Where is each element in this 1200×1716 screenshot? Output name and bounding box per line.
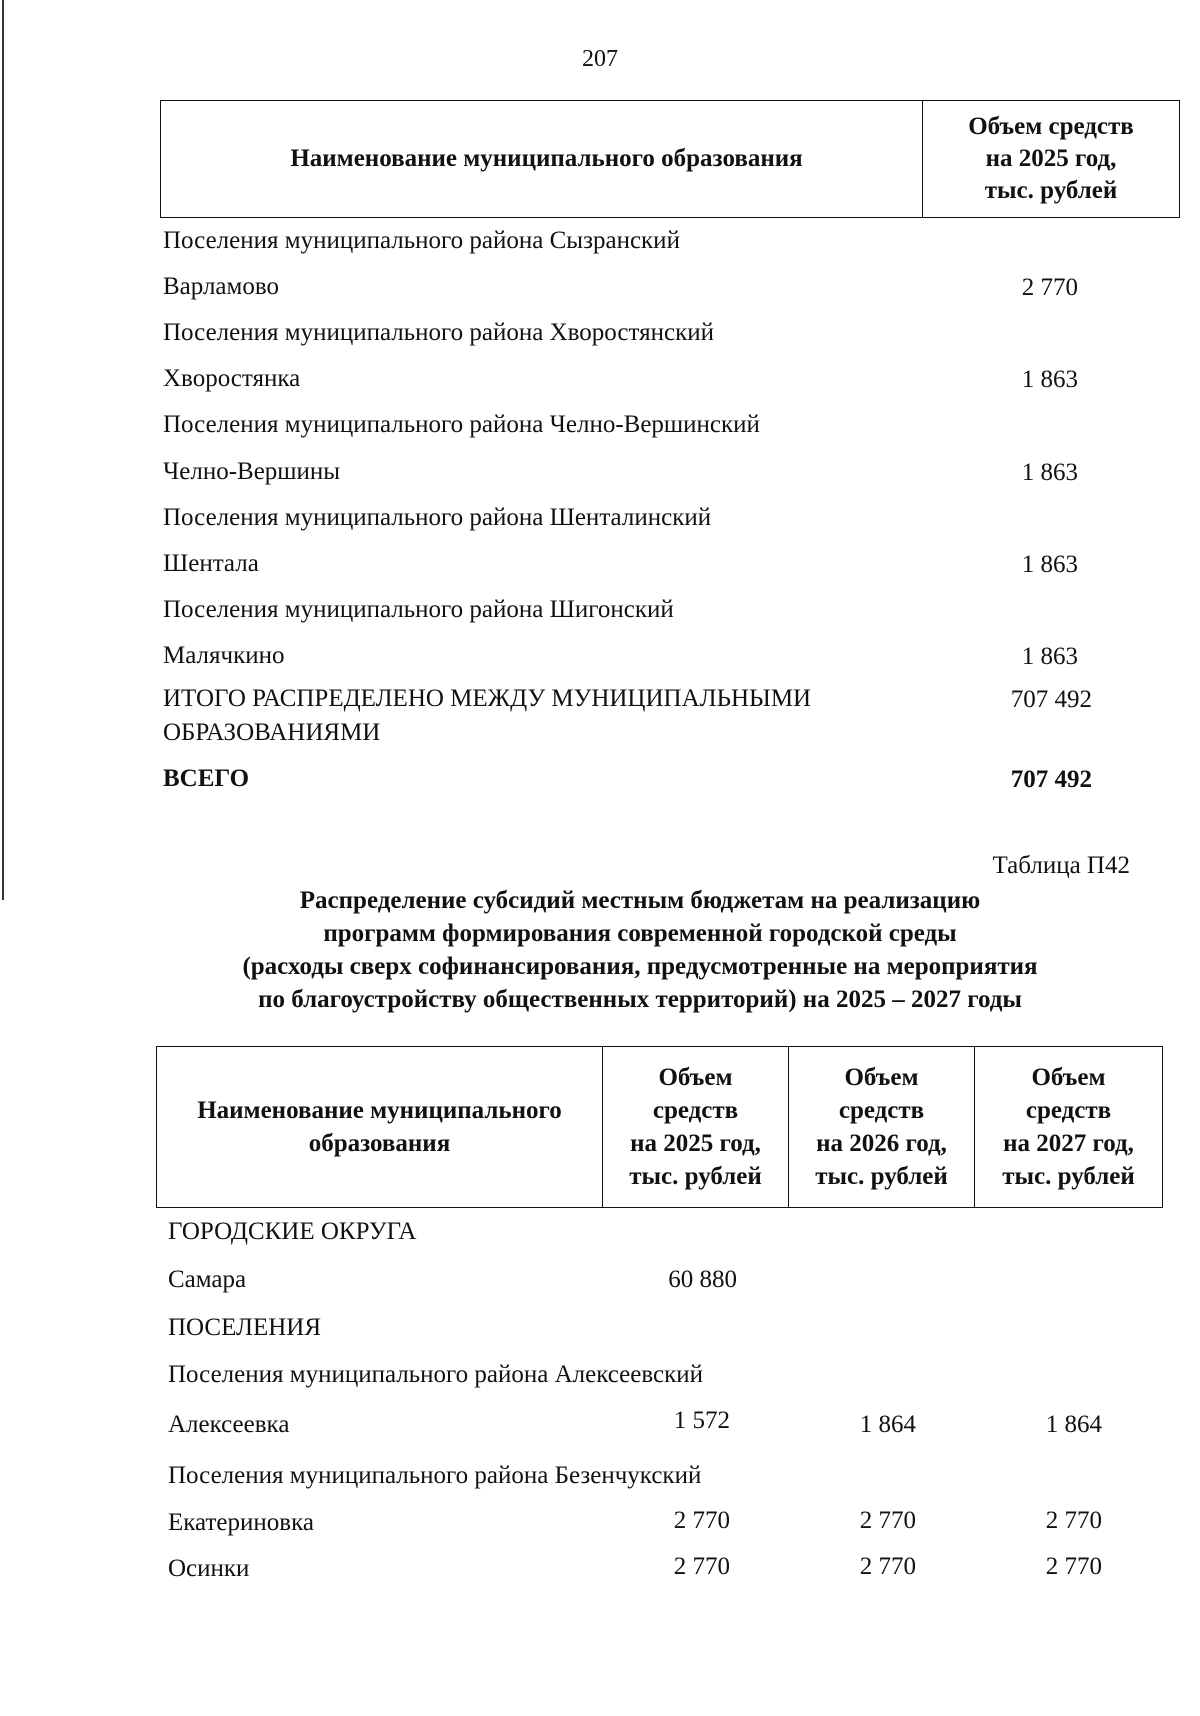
row-name: ПОСЕЛЕНИЯ bbox=[168, 1314, 322, 1341]
row-name: Поселения муниципального района Безенчукский bbox=[168, 1462, 702, 1489]
table-label: Таблица П42 bbox=[992, 852, 1130, 879]
table-row bbox=[163, 224, 680, 258]
header-line: на 2027 год, bbox=[1003, 1130, 1134, 1157]
table2-title bbox=[130, 884, 1150, 1016]
table2-header bbox=[156, 1046, 1163, 1208]
table-row bbox=[163, 316, 714, 350]
row-value: 2 770 bbox=[1021, 274, 1078, 301]
table-row bbox=[168, 1509, 314, 1537]
header-line: тыс. рублей bbox=[815, 1163, 948, 1190]
header-line: Наименование муниципального bbox=[197, 1097, 562, 1124]
value-2026: 2 770 bbox=[859, 1507, 916, 1534]
table-row bbox=[163, 408, 760, 442]
row-name: Поселения муниципального района Шигонский bbox=[163, 596, 674, 623]
itogo-label: ОБРАЗОВАНИЯМИ bbox=[163, 719, 381, 746]
table-row bbox=[163, 455, 340, 489]
table-row bbox=[168, 1266, 246, 1294]
row-name: ГОРОДСКИЕ ОКРУГА bbox=[168, 1218, 417, 1245]
table-row bbox=[168, 1314, 321, 1342]
row-name: Екатериновка bbox=[168, 1509, 314, 1536]
row-name: Шентала bbox=[163, 550, 259, 577]
row-name: Осинки bbox=[168, 1555, 250, 1582]
table-row bbox=[168, 1411, 289, 1439]
row-name: Поселения муниципального района Хворостянский bbox=[163, 319, 715, 346]
header-line: на 2025 год, bbox=[630, 1130, 761, 1157]
row-name: Варламово bbox=[163, 273, 279, 300]
table-row bbox=[168, 1361, 703, 1389]
header-line: средств bbox=[652, 1097, 739, 1124]
table2-header-2026 bbox=[789, 1047, 975, 1207]
table-row bbox=[163, 270, 279, 304]
row-value: 1 863 bbox=[1021, 551, 1078, 578]
header-line: средств bbox=[1025, 1097, 1112, 1124]
row-name: Малячкино bbox=[163, 642, 285, 669]
table2-header-2025 bbox=[603, 1047, 789, 1207]
header-line: образования bbox=[308, 1130, 451, 1157]
total-label: ВСЕГО bbox=[163, 765, 250, 792]
table1-header-name: Наименование муниципального образования bbox=[161, 101, 923, 217]
header-line: на 2025 год, bbox=[985, 145, 1117, 172]
scan-edge bbox=[2, 0, 4, 900]
row-value: 1 863 bbox=[1021, 366, 1078, 393]
value-2026: 2 770 bbox=[859, 1553, 916, 1580]
table-row bbox=[163, 547, 259, 581]
header-line: тыс. рублей bbox=[984, 177, 1118, 204]
table-row bbox=[168, 1218, 416, 1246]
table-row bbox=[168, 1462, 701, 1490]
header-line: Объем bbox=[844, 1064, 919, 1091]
row-name: Челно-Вершины bbox=[163, 458, 341, 485]
itogo-value: 707 492 bbox=[1010, 686, 1092, 713]
title-line: программ формирования современной городской среды bbox=[323, 920, 957, 947]
total-value: 707 492 bbox=[1010, 766, 1092, 793]
value-2025: 2 770 bbox=[673, 1507, 730, 1534]
table-row bbox=[163, 639, 285, 673]
header-line: Объем bbox=[658, 1064, 733, 1091]
value-2027: 2 770 bbox=[1045, 1507, 1102, 1534]
row-name: Хворостянка bbox=[163, 365, 301, 392]
value-2025: 2 770 bbox=[673, 1553, 730, 1580]
table2-header-name bbox=[157, 1047, 603, 1207]
title-line: по благоустройству общественных территорий) на 2025 – 2027 годы bbox=[258, 986, 1022, 1013]
value-2025: 1 572 bbox=[673, 1407, 730, 1434]
header-line: средств bbox=[838, 1097, 925, 1124]
value-2027: 1 864 bbox=[1045, 1411, 1102, 1438]
header-line: тыс. рублей bbox=[1002, 1163, 1135, 1190]
value-2027: 2 770 bbox=[1045, 1553, 1102, 1580]
itogo-label: ИТОГО РАСПРЕДЕЛЕНО МЕЖДУ МУНИЦИПАЛЬНЫМИ bbox=[163, 685, 812, 712]
row-name: Поселения муниципального района Алексеевский bbox=[168, 1361, 704, 1388]
table-row bbox=[163, 501, 711, 535]
title-line: Распределение субсидий местным бюджетам на реализацию bbox=[299, 887, 981, 914]
row-name: Поселения муниципального района Челно-Вершинский bbox=[163, 411, 760, 438]
title-line: (расходы сверх софинансирования, предусмотренные на мероприятия bbox=[242, 953, 1038, 980]
table-row bbox=[163, 362, 300, 396]
table1-header bbox=[160, 100, 1180, 218]
value-2026: 1 864 bbox=[859, 1411, 916, 1438]
header-line: тыс. рублей bbox=[629, 1163, 762, 1190]
row-name: Поселения муниципального района Сызранский bbox=[163, 227, 680, 254]
header-line: на 2026 год, bbox=[816, 1130, 947, 1157]
row-name: Самара bbox=[168, 1266, 247, 1293]
value-2025: 60 880 bbox=[668, 1266, 737, 1293]
page-number: 207 bbox=[582, 46, 618, 72]
row-name: Алексеевка bbox=[168, 1411, 290, 1438]
table-row bbox=[168, 1555, 249, 1583]
table1-header-volume bbox=[923, 101, 1179, 217]
row-name: Поселения муниципального района Шенталинский bbox=[163, 504, 712, 531]
total-row bbox=[163, 762, 249, 796]
row-value: 1 863 bbox=[1021, 643, 1078, 670]
itogo-row bbox=[163, 682, 811, 750]
row-value: 1 863 bbox=[1021, 459, 1078, 486]
header-line: Объем bbox=[1031, 1064, 1106, 1091]
table2-header-2027 bbox=[975, 1047, 1162, 1207]
table-row bbox=[163, 593, 674, 627]
header-line: Объем средств bbox=[968, 113, 1134, 140]
